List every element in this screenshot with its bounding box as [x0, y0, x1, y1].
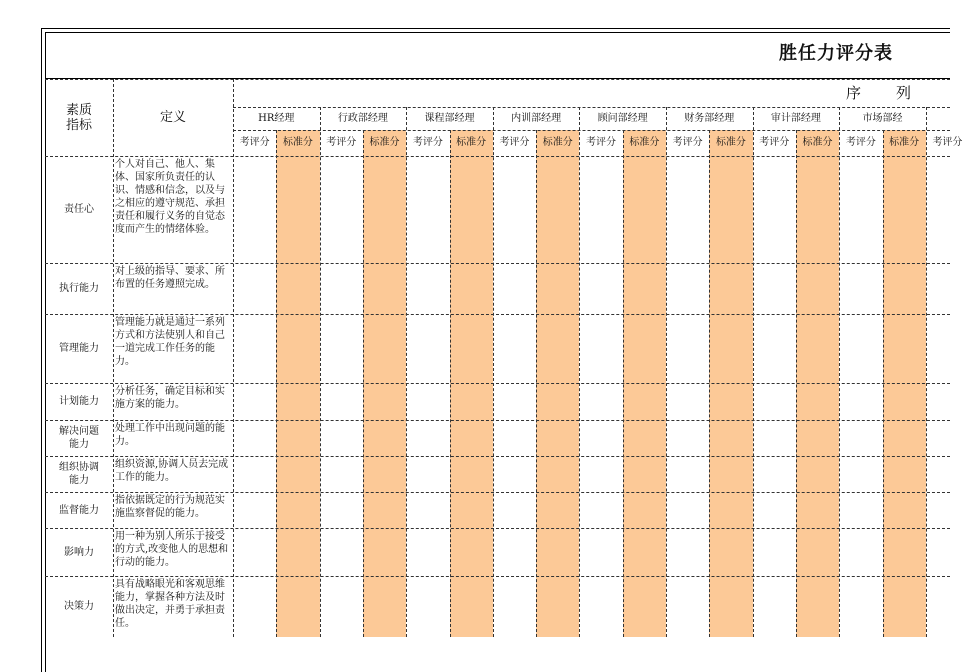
department-header: 市场部经 [862, 112, 903, 124]
grid-vline [320, 107, 321, 637]
grid-hline [45, 528, 950, 529]
grid-vline [709, 130, 710, 637]
grid-vline [536, 130, 537, 637]
department-header: 审计部经理 [770, 112, 821, 124]
grid-hline [45, 420, 950, 421]
grid-vline [666, 107, 667, 637]
evaluated-score-header: 考评分 [672, 137, 703, 148]
row-definition: 指依据既定的行为规范实施监察督促的能力。 [115, 495, 225, 519]
grid-vline [363, 130, 364, 637]
header-definition: 定义 [159, 110, 186, 125]
evaluated-score-header: 考评分 [845, 137, 876, 148]
grid-vline [493, 107, 494, 637]
row-quality-name: 责任心 [64, 204, 94, 215]
grid-vline [450, 130, 451, 637]
row-quality-name: 计划能力 [59, 396, 99, 407]
grid-vline [233, 79, 234, 637]
row-quality-name: 决策力 [64, 601, 94, 612]
standard-score-header: 标准分 [889, 137, 920, 148]
header-quality-indicator: 素质 指标 [65, 102, 92, 133]
evaluated-score-header: 考评分 [586, 137, 617, 148]
grid-hline [45, 492, 950, 493]
grid-vline [883, 130, 884, 637]
department-header: 财务部经理 [684, 112, 735, 124]
row-definition: 分析任务，确定目标和实施方案的能力。 [115, 386, 225, 410]
evaluated-score-header: 考评分 [412, 137, 443, 148]
standard-score-header: 标准分 [715, 137, 746, 148]
standard-score-header: 标准分 [629, 137, 660, 148]
grid-vline [926, 107, 927, 637]
department-header: 内训部经理 [511, 112, 562, 124]
row-definition: 用一种为别人所乐于接受的方式,改变他人的思想和行动的能力。 [115, 531, 229, 568]
row-quality-name: 组织协调能力 [59, 462, 99, 486]
grid-vline [623, 130, 624, 637]
grid-vline [753, 107, 754, 637]
evaluated-score-header: 考评分 [499, 137, 530, 148]
row-quality-name: 影响力 [64, 546, 94, 558]
grid-hline [45, 456, 950, 457]
evaluated-score-header: 考评分 [759, 137, 790, 148]
sheet-title: 胜任力评分表 [779, 43, 893, 64]
row-quality-name: 监督能力 [59, 504, 99, 516]
sequence-label-1: 序 [846, 84, 862, 102]
grid-vline [406, 107, 407, 637]
grid-vline [796, 130, 797, 637]
sequence-label-2: 列 [896, 84, 912, 102]
row-quality-name: 解决问题能力 [59, 426, 99, 450]
standard-score-header: 标准分 [542, 137, 573, 148]
evaluated-score-header: 考评分 [239, 137, 270, 148]
grid-hline [45, 263, 950, 264]
row-definition: 具有战略眼光和客观思维能力，掌握各种方法及时做出决定，并勇于承担责任。 [115, 579, 225, 629]
grid-hline [45, 383, 950, 384]
row-definition: 组织资源,协调人员去完成工作的能力。 [115, 459, 229, 483]
row-definition: 管理能力就是通过一系列方式和方法使别人和自己一道完成工作任务的能力。 [115, 317, 225, 367]
standard-score-header: 标准分 [802, 137, 833, 148]
row-definition: 对上级的指导、要求、所布置的任务遵照完成。 [115, 266, 225, 290]
grid-hline [45, 576, 950, 577]
grid-vline [839, 107, 840, 637]
grid-hline [45, 156, 950, 157]
department-header: 课程部经理 [424, 112, 475, 124]
grid-hline [45, 314, 950, 315]
row-quality-name: 执行能力 [59, 283, 99, 294]
standard-score-header: 标准分 [369, 137, 400, 148]
grid-vline [276, 130, 277, 637]
department-header: HR经理 [258, 112, 295, 124]
grid-vline [579, 107, 580, 637]
row-definition: 处理工作中出现问题的能力。 [115, 423, 225, 447]
evaluated-score-header: 考评分 [932, 137, 963, 148]
evaluated-score-header: 考评分 [326, 137, 357, 148]
standard-score-header: 标准分 [456, 137, 487, 148]
row-definition: 个人对自己、他人、集体、国家所负责任的认识、情感和信念，以及与之相应的遵守规范、承担责任和履行义务的自觉态度而产生的情绪体验。 [115, 159, 225, 235]
standard-score-header: 标准分 [282, 137, 313, 148]
row-quality-name: 管理能力 [59, 343, 99, 354]
department-header: 顾问部经理 [597, 112, 648, 124]
department-header: 行政部经理 [337, 112, 388, 124]
